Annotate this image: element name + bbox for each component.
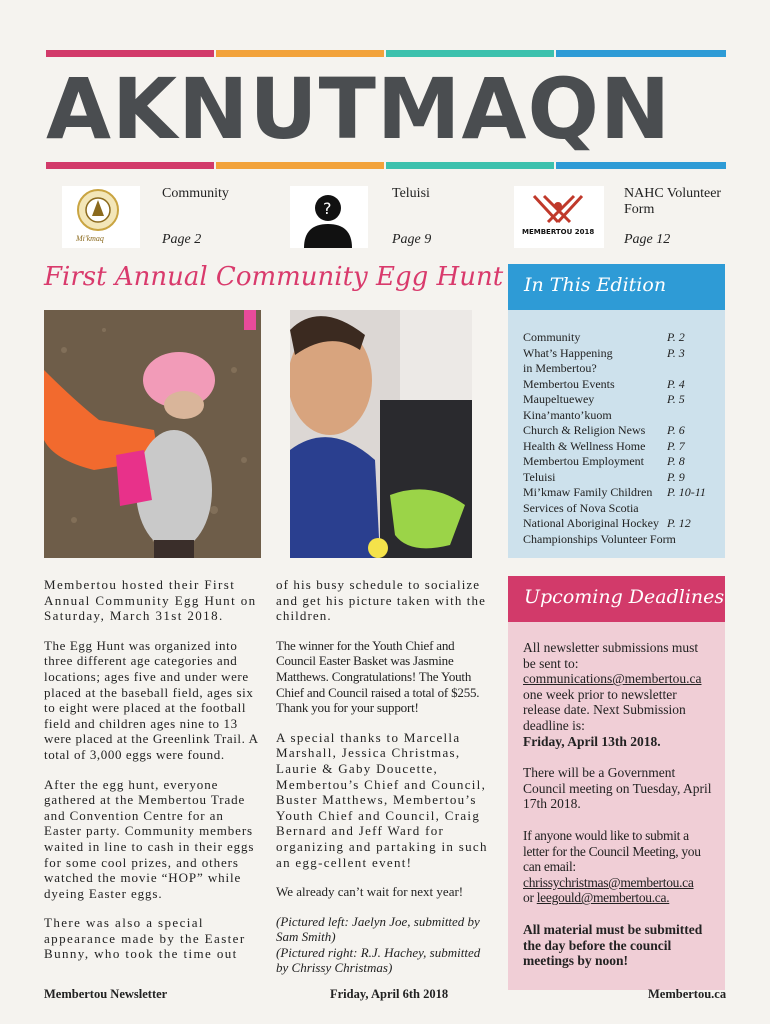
nahc-thumbnail[interactable] (514, 186, 604, 248)
chrissy-email-link[interactable]: chrissychristmas@membertou.ca (523, 874, 694, 890)
submissions-text: All newsletter submissions must be sent to: (523, 640, 699, 671)
toc-item-label[interactable]: Health & Wellness Home (523, 438, 646, 453)
toc-item-label[interactable]: Kina’manto’kuom (523, 407, 612, 422)
toc-item-page[interactable]: P. 10-11 (667, 485, 706, 499)
community-logo-caption: Mi'kmaq (76, 234, 104, 243)
toc-item-label[interactable]: Services of Nova Scotia (523, 500, 639, 515)
teaser-community-title[interactable]: Community (162, 186, 229, 201)
toc-item-page[interactable]: P. 8 (667, 454, 685, 468)
council-letter-notice (523, 828, 713, 906)
article-column-1 (44, 577, 263, 976)
article-col2-para-3: A special thanks to Marcella Marshall, Jessica Christmas, Laurie & Gaby Doucette, Membertou’s Chief and Council, Buster Matthews, Membertou’s Youth Chief and Council, Craig Bernard and Jeff Ward for organizing and partaking in such an egg-cellent event! (276, 729, 488, 870)
toc-item-label[interactable]: Teluisi (523, 469, 556, 484)
toc-item-label[interactable]: Membertou Employment (523, 454, 644, 468)
top-stripe-blue (556, 50, 726, 57)
caption-left: (Pictured left: Jaelyn Joe, submitted by Sam Smith) (276, 913, 480, 945)
table-of-contents (508, 310, 725, 558)
toc-item-page[interactable]: P. 7 (667, 438, 685, 453)
toc-item-label[interactable]: Membertou Events (523, 376, 615, 391)
teaser-teluisi-page[interactable]: Page 9 (392, 232, 432, 247)
upcoming-deadlines-header (508, 576, 725, 622)
article-col2-para-4: We already can’t wait for next year! (276, 884, 464, 900)
toc-item-label[interactable]: Championships Volunteer Form (523, 531, 676, 546)
toc-item-page[interactable]: P. 12 (667, 516, 691, 530)
teaser-teluisi-title[interactable]: Teluisi (392, 186, 430, 201)
bottom-stripe-blue (556, 162, 726, 169)
footer-newsletter-name: Membertou Newsletter (44, 987, 168, 1001)
photo-right-boy (290, 310, 472, 558)
deadlines-text (523, 640, 713, 969)
article-col1-para-3: After the egg hunt, everyone gathered at the Membertou Trade and Convention Centre for an Easter party. Community members waited in line to cash in their eggs for some cool prizes, and others watched the movie “HOP” while dyeing Easter eggs. (44, 776, 255, 901)
caption-right: (Pictured right: R.J. Hachey, submitted by Chrissy Christmas) (276, 944, 481, 976)
deadline-submissions (523, 640, 713, 749)
article-col1-para-2: The Egg Hunt was organized into three different age categories and locations; ages five and under were placed at the baseball field, ages six to eight were placed at the football field and children ages nine to 13 were placed at the Greenlink Trail. A total of 3,000 eggs were found. (44, 637, 258, 762)
masthead-title: AKNUTMAQN (46, 60, 672, 158)
article-col2-para-1: of his busy schedule to socialize and get his picture taken with the children. (276, 577, 486, 624)
top-stripe-teal (386, 50, 554, 57)
toc-item-label[interactable]: What’s Happening (523, 345, 613, 360)
question-mark: ? (323, 199, 332, 218)
toc-item-page[interactable]: P. 3 (667, 345, 685, 360)
toc-item-label[interactable]: Church & Religion News (523, 423, 646, 437)
hockey-sticks-logo-icon (514, 186, 604, 248)
teaser-nahc-title[interactable]: NAHC Volunteer Form (624, 186, 722, 217)
teaser-nahc-page[interactable]: Page 12 (624, 232, 671, 247)
photo-captions (276, 914, 494, 976)
article-column-2 (276, 577, 494, 976)
article-col2-para-2: The winner for the Youth Chief and Council Easter Basket was Jasmine Matthews. Congratulations! The Youth Chief and Council raised a total of $255. Thank you for your support! (276, 637, 480, 716)
upcoming-deadlines-title: Upcoming Deadlines (524, 586, 725, 608)
bottom-stripe-teal (386, 162, 554, 169)
council-letter-text: If anyone would like to submit a letter for the Council Meeting, you can email: (523, 827, 701, 875)
bottom-stripe-pink (46, 162, 214, 169)
communications-email-link[interactable]: communications@membertou.ca (523, 671, 702, 687)
or-text: or (523, 890, 534, 906)
toc-item-label[interactable]: Maupeltuewey (523, 392, 595, 406)
footer-issue-date: Friday, April 6th 2018 (330, 987, 449, 1001)
material-deadline-notice: All material must be submitted the day before the council meetings by noon! (523, 921, 703, 969)
submissions-deadline-text: one week prior to newsletter release date. Next Submission deadline is: (523, 686, 686, 733)
mystery-person-icon (290, 186, 368, 248)
toc-item-page[interactable]: P. 9 (667, 469, 685, 484)
lee-email-link[interactable]: leegould@membertou.ca. (536, 890, 670, 906)
article-col1-para-1: Membertou hosted their First Annual Community Egg Hunt on Saturday, March 31st 2018. (44, 577, 257, 624)
photo-left-egg-hunt (44, 310, 261, 558)
toc-item-page[interactable]: P. 5 (667, 392, 685, 406)
toc-item-label[interactable]: in Membertou? (523, 361, 597, 375)
toc-item-label[interactable]: Community (523, 330, 581, 344)
toc-item-page[interactable]: P. 6 (667, 423, 685, 437)
deadlines-box (508, 622, 725, 990)
in-this-edition-title: In This Edition (524, 274, 667, 296)
toc-item-label[interactable]: National Aboriginal Hockey (523, 516, 659, 530)
toc-item-page[interactable]: P. 2 (667, 330, 685, 344)
toc-item-page[interactable]: P. 4 (667, 376, 685, 391)
in-this-edition-header (508, 264, 725, 310)
teluisi-thumbnail[interactable] (290, 186, 368, 248)
article-headline: First Annual Community Egg Hunt (44, 262, 504, 292)
footer-website[interactable]: Membertou.ca (648, 987, 727, 1001)
community-thumbnail[interactable] (62, 186, 140, 248)
submission-deadline-date: Friday, April 13th 2018. (523, 733, 661, 749)
top-stripe-pink (46, 50, 214, 57)
nahc-logo-caption: MEMBERTOU 2018 (522, 228, 595, 236)
council-meeting-notice: There will be a Government Council meeting on Tuesday, April 17th 2018. (523, 765, 712, 812)
toc-item-label[interactable]: Mi’kmaw Family Children (523, 485, 653, 499)
bottom-stripe-orange (216, 162, 384, 169)
teaser-community-page[interactable]: Page 2 (162, 232, 202, 247)
top-stripe-orange (216, 50, 384, 57)
article-col1-para-4: There was also a special appearance made by the Easter Bunny, who took the time out (44, 915, 246, 962)
